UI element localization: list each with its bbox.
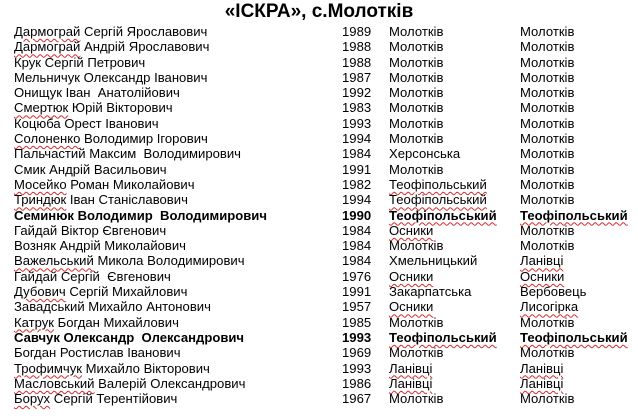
player-row [0, 162, 638, 177]
residence: Лисогірка [520, 299, 579, 315]
residence: Молотків [520, 345, 575, 361]
player-surname: Смертюк [14, 100, 69, 116]
player-given-names: Семинюк Володимир Володимирович [14, 207, 267, 223]
residence: Теофіпольський [520, 329, 628, 345]
birth-year: 1983 [342, 100, 372, 116]
player-row [0, 253, 638, 268]
birth-year: 1982 [342, 176, 372, 192]
player-name [14, 223, 166, 238]
player-row [0, 299, 638, 314]
birthplace: Молотків [389, 238, 444, 254]
birthplace: Молотків [389, 115, 444, 131]
birthplace: Молотків [389, 345, 444, 361]
player-given-names: Завадський Михайло Антонович [14, 299, 211, 315]
birthplace: Осники [389, 268, 434, 284]
player-given-names: Коцюба Орест Іванович [14, 115, 159, 131]
birthplace: Теофіпольський [389, 192, 487, 208]
page-title: «ІСКРА», с.Молотків [224, 1, 414, 22]
player-surname: Триндюк [14, 192, 67, 208]
birth-year: 1994 [342, 192, 372, 208]
player-name [14, 299, 211, 314]
player-row [0, 391, 638, 406]
birth-year: 1984 [342, 146, 372, 162]
player-name [14, 376, 245, 391]
player-row [0, 39, 638, 54]
birth-year: 1969 [342, 345, 372, 361]
player-name [14, 253, 245, 268]
player-given-names: Гайдай Сергій Євгенович [14, 268, 171, 284]
player-row [0, 315, 638, 330]
player-given-names: Сергій Ярославович [80, 24, 208, 39]
residence: Теофіпольський [520, 207, 628, 223]
residence: Молотків [520, 54, 575, 70]
player-surname: Мосейко [14, 176, 67, 192]
player-given-names: Іван Станіславович [66, 192, 188, 208]
player-row [0, 70, 638, 85]
residence: Молотків [520, 146, 575, 162]
birth-year: 1988 [342, 39, 372, 55]
player-surname: Важельський [14, 253, 94, 269]
player-row [0, 100, 638, 115]
residence: Молотків [520, 100, 575, 116]
residence: Ланівці [520, 253, 564, 269]
birth-year: 1976 [342, 268, 372, 284]
player-name [14, 55, 145, 70]
player-given-names: Володимир Ігорович [80, 131, 208, 147]
birth-year: 1987 [342, 69, 372, 85]
birthplace: Молотків [389, 69, 444, 85]
player-name [14, 391, 177, 406]
residence: Молотків [520, 161, 575, 177]
birth-year: 1993 [342, 115, 372, 131]
player-given-names: Мельничук Олександр Іванович [14, 69, 208, 85]
birthplace: Молотків [389, 39, 444, 55]
player-given-names: Возняк Андрій Миколайович [14, 238, 187, 254]
birthplace: Закарпатська [389, 284, 472, 300]
player-row [0, 85, 638, 100]
player-name [14, 131, 208, 146]
player-row [0, 361, 638, 376]
player-row [0, 269, 638, 284]
player-row [0, 146, 638, 161]
birthplace: Осники [389, 222, 434, 238]
player-surname: Катрук [14, 314, 55, 330]
player-given-names: Михайло Вікторович [82, 360, 210, 376]
player-name [14, 192, 188, 207]
player-given-names: Сергій Терентійович [50, 391, 178, 407]
player-name [14, 361, 210, 376]
player-row [0, 345, 638, 360]
player-name [14, 345, 181, 360]
player-surname: Солоненко [14, 131, 81, 147]
player-row [0, 177, 638, 192]
birth-year: 1989 [342, 24, 372, 39]
player-row [0, 330, 638, 345]
player-given-names: Смик Андрій Васильович [14, 161, 167, 177]
player-name [14, 177, 195, 192]
player-name [14, 330, 244, 345]
birthplace: Теофіпольський [389, 329, 497, 345]
player-row [0, 192, 638, 207]
player-given-names: Микола Володимирович [93, 253, 245, 269]
birthplace: Теофіпольський [389, 207, 497, 223]
player-name [14, 70, 207, 85]
player-name [14, 116, 159, 131]
player-name [14, 146, 241, 161]
player-row [0, 223, 638, 238]
residence: Молотків [520, 176, 575, 192]
player-given-names: Юрій Вікторович [68, 100, 173, 116]
player-given-names: Богдан Ростислав Іванович [14, 345, 181, 361]
residence: Молотків [520, 39, 575, 55]
player-name [14, 24, 207, 39]
birthplace: Молотків [389, 161, 444, 177]
birthplace: Молотків [389, 100, 444, 116]
birthplace: Молотків [389, 314, 444, 330]
player-row [0, 116, 638, 131]
residence: Молотків [520, 24, 575, 39]
residence: Вербовець [520, 284, 587, 300]
player-name [14, 269, 171, 284]
player-surname: Дармограй [14, 39, 81, 55]
residence: Ланівці [520, 360, 564, 376]
residence: Молотків [520, 192, 575, 208]
player-name [14, 85, 180, 100]
player-surname: Борух [14, 391, 51, 407]
player-given-names: Гайдай Віктор Євгенович [14, 222, 167, 238]
player-row [0, 238, 638, 253]
player-given-names: Пальчастий Максим Володимирович [14, 146, 241, 162]
player-row [0, 55, 638, 70]
player-name [14, 284, 187, 299]
player-name [14, 162, 167, 177]
player-roster [0, 24, 638, 406]
residence: Молотків [520, 238, 575, 254]
player-row [0, 24, 638, 39]
birth-year: 1984 [342, 222, 372, 238]
player-surname: Дармограй [14, 24, 81, 39]
residence: Молотків [520, 85, 575, 101]
player-surname: Трофимчук [14, 360, 83, 376]
residence: Молотків [520, 131, 575, 147]
player-given-names: Роман Миколайович [66, 176, 195, 192]
residence: Осники [520, 268, 565, 284]
player-row [0, 284, 638, 299]
birth-year: 1994 [342, 131, 372, 147]
birth-year: 1991 [342, 284, 372, 300]
birth-year: 1986 [342, 375, 372, 391]
player-given-names: Крук Сергій Петрович [14, 54, 146, 70]
birth-year: 1991 [342, 161, 372, 177]
birthplace: Хмельницький [389, 253, 478, 269]
player-given-names: Онищук Іван Анатолійович [14, 85, 180, 101]
birth-year: 1984 [342, 238, 372, 254]
player-given-names: Валерій Олександрович [94, 375, 246, 391]
player-name [14, 39, 209, 54]
birthplace: Ланівці [389, 375, 433, 391]
birth-year: 1985 [342, 314, 372, 330]
player-row [0, 376, 638, 391]
birth-year: 1992 [342, 85, 372, 101]
residence: Молотків [520, 222, 575, 238]
residence: Молотків [520, 314, 575, 330]
player-given-names: Савчук Олександр Олександрович [14, 329, 245, 345]
birthplace: Молотків [389, 85, 444, 101]
player-name [14, 100, 173, 115]
player-surname: Масловський [14, 375, 95, 391]
residence: Молотків [520, 391, 575, 407]
player-given-names: Богдан Михайлович [54, 314, 179, 330]
birth-year: 1957 [342, 299, 372, 315]
player-row [0, 208, 638, 223]
birth-year: 1990 [342, 207, 372, 223]
player-row [0, 131, 638, 146]
player-name [14, 315, 179, 330]
residence: Молотків [520, 115, 575, 131]
birthplace: Молотків [389, 131, 444, 147]
birth-year: 1993 [342, 329, 372, 345]
player-surname: Дубович [14, 284, 66, 300]
birthplace: Ланівці [389, 360, 433, 376]
residence: Молотків [520, 69, 575, 85]
player-name [14, 208, 267, 223]
birthplace: Молотків [389, 391, 444, 407]
birth-year: 1988 [342, 54, 372, 70]
birthplace: Осники [389, 299, 434, 315]
birthplace: Херсонська [389, 146, 461, 162]
birth-year: 1993 [342, 360, 372, 376]
player-name [14, 238, 186, 253]
residence: Ланівці [520, 375, 564, 391]
birthplace: Теофіпольський [389, 176, 487, 192]
player-given-names: Сергій Михайлович [65, 284, 188, 300]
birthplace: Молотків [389, 24, 444, 39]
birth-year: 1967 [342, 391, 372, 407]
birth-year: 1984 [342, 253, 372, 269]
birthplace: Молотків [389, 54, 444, 70]
player-given-names: Андрій Ярославович [80, 39, 210, 55]
